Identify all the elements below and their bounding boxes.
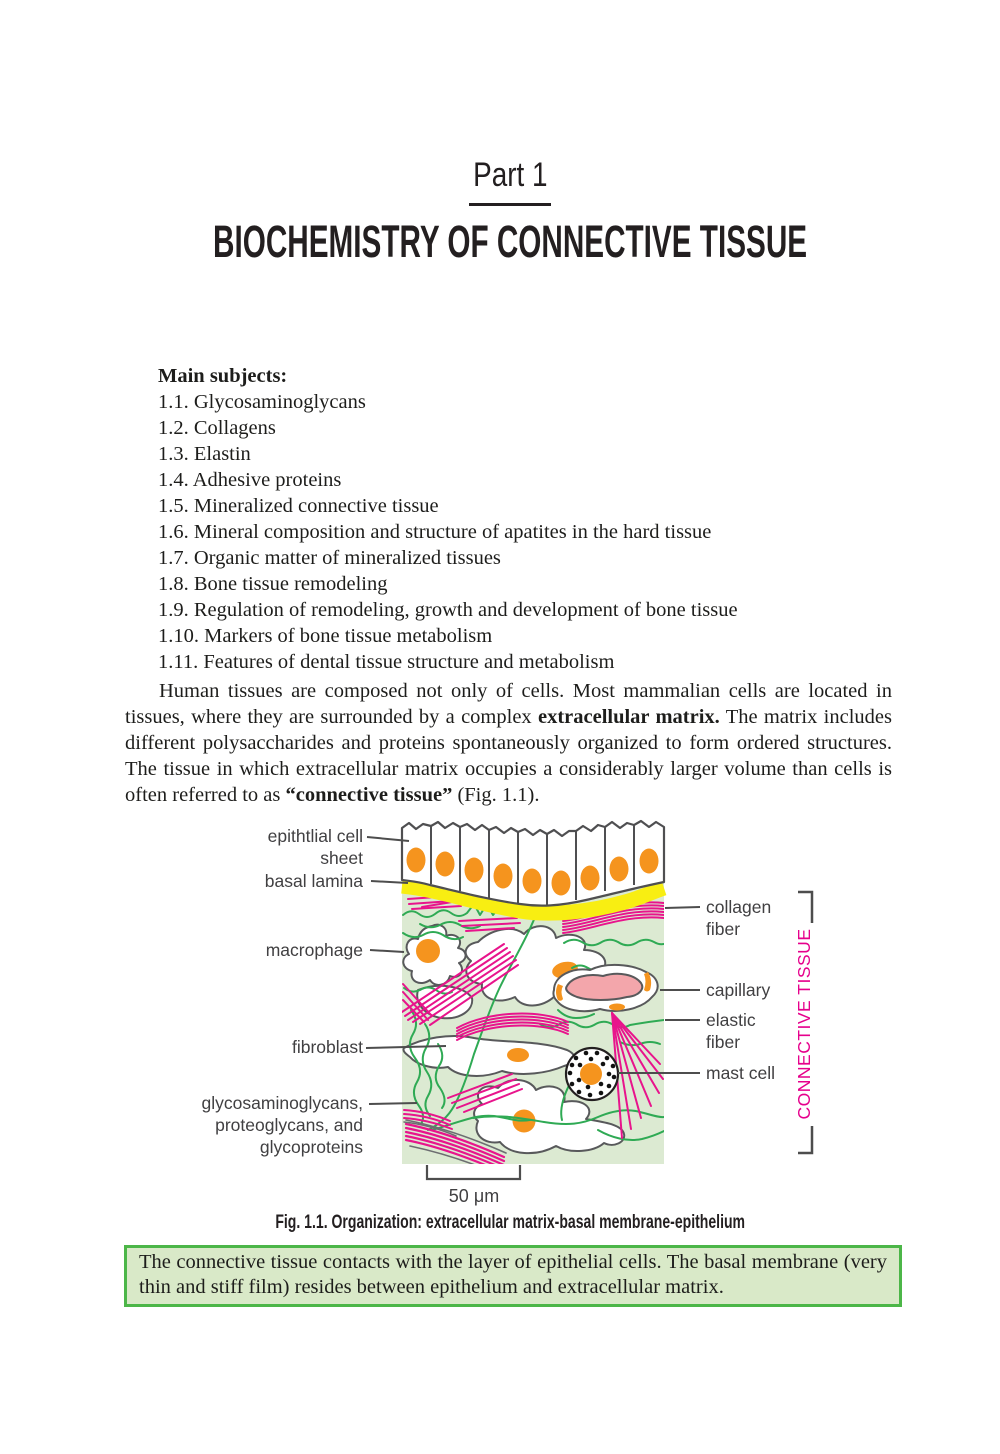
capillary: [553, 965, 657, 1011]
subject-item: 1.5. Mineralized connective tissue: [158, 495, 439, 517]
figure-caption: [125, 1211, 895, 1234]
main-subjects-list: [158, 363, 898, 675]
intro-text: The matrix includes different polysaccharides and proteins spontaneously organized to form ordered structures. The tissue in which extracellular matrix occupies a considerably larger volume than cells is often referred to as: [125, 706, 892, 806]
subject-item: 1.6. Mineral composition and structure of apatites in the hard tissue: [158, 521, 712, 543]
figure-extracellular-matrix: [120, 812, 880, 1212]
mast-cell: [566, 1048, 618, 1100]
page-title-text: BIOCHEMISTRY OF CONNECTIVE TISSUE: [212, 216, 808, 267]
intro-bold-extracellular-matrix: extracellular matrix.: [537, 706, 720, 728]
mast-cell-nucleus: [580, 1063, 602, 1085]
label-glycosaminoglycans: proteoglycans, and: [215, 1115, 363, 1135]
connective-tissue-bracket: [794, 892, 814, 1153]
subject-item: 1.4. Adhesive proteins: [158, 469, 342, 491]
label-glycosaminoglycans: glycoproteins: [259, 1137, 363, 1157]
label-fibroblast: fibroblast: [291, 1037, 363, 1057]
figure-caption-text: Fig. 1.1. Organization: extracellular matrix-basal membrane-epithelium: [275, 1211, 745, 1233]
label-glycosaminoglycans: glycosaminoglycans,: [201, 1093, 363, 1113]
subject-item: 1.7. Organic matter of mineralized tissues: [158, 547, 501, 569]
label-macrophage: macrophage: [265, 940, 363, 960]
intro-bold-connective-tissue: “connective tissue”: [285, 784, 453, 806]
part-underline-rule: [469, 203, 551, 206]
subject-item: 1.1. Glycosaminoglycans: [158, 391, 366, 413]
label-epithelial-cell-sheet: epithtlial cell: [267, 826, 363, 846]
label-elastic-fiber: elastic: [706, 1010, 756, 1030]
intro-text: (Fig. 1.1).: [452, 784, 540, 806]
label-collagen-fiber: fiber: [706, 919, 741, 939]
fibroblast-nucleus: [507, 1048, 529, 1062]
label-epithelial-cell-sheet: sheet: [320, 848, 363, 868]
note-box: [124, 1245, 902, 1307]
intro-paragraph: [125, 678, 892, 808]
subjects-heading: Main subjects:: [158, 365, 288, 387]
note-text: The connective tissue contacts with the layer of epithelial cells. The basal membrane (very thin and stiff film) resides between epithelium and extracellular matrix.: [139, 1251, 887, 1298]
subject-item: 1.3. Elastin: [158, 443, 251, 465]
capillary-lumen: [566, 974, 642, 1000]
capillary-cell-nucleus: [609, 1004, 625, 1011]
label-mast-cell: mast cell: [706, 1063, 776, 1083]
part-label-text: Part 1: [472, 156, 548, 194]
page-title: [20, 216, 1000, 268]
scale-bar: [427, 1165, 520, 1206]
intro-text: Human tissues are composed not only of cells. Most mammalian cells are located in tissues, where they are surrounded by a complex: [125, 680, 892, 728]
part-label: [125, 156, 895, 195]
subject-item: 1.2. Collagens: [158, 417, 276, 439]
label-basal-lamina: basal lamina: [264, 871, 363, 891]
subject-item: 1.8. Bone tissue remodeling: [158, 573, 388, 595]
macrophage-nucleus: [416, 939, 440, 963]
subject-item: 1.9. Regulation of remodeling, growth and development of bone tissue: [158, 599, 738, 621]
subject-item: 1.11. Features of dental tissue structure and metabolism: [158, 651, 615, 673]
label-capillary: capillary: [706, 980, 771, 1000]
label-elastic-fiber: fiber: [706, 1032, 741, 1052]
scale-bar-label: 50 μm: [448, 1186, 500, 1206]
label-connective-tissue: CONNECTIVE TISSUE: [794, 928, 814, 1120]
subject-item: 1.10. Markers of bone tissue metabolism: [158, 625, 493, 647]
label-collagen-fiber: collagen: [706, 897, 772, 917]
